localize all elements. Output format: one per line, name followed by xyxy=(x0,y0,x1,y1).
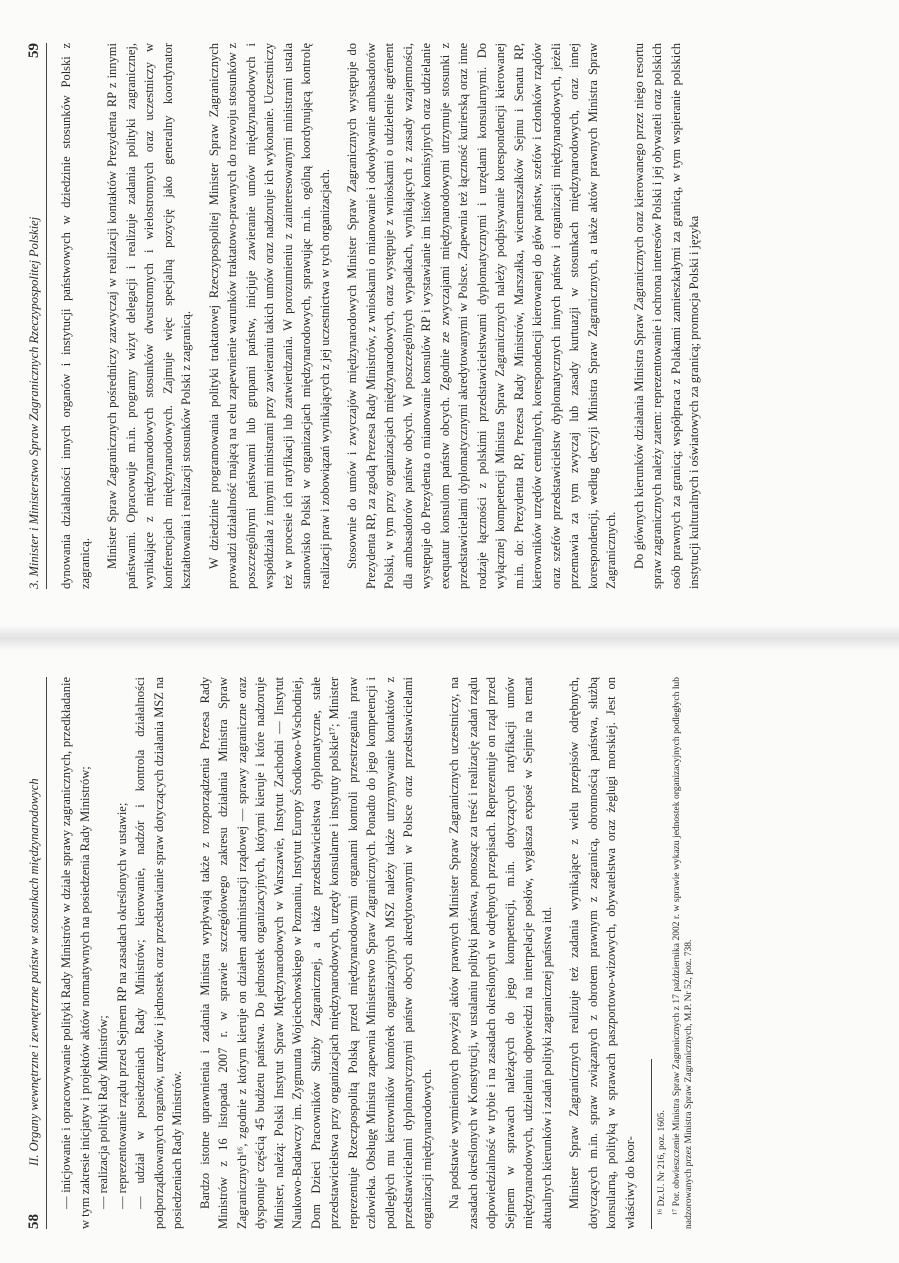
right-running-head-title: 3. Minister i Ministerstwo Spraw Zagranicznych Rzeczypospolitej Polskiej xyxy=(27,216,41,589)
left-page-number: 58 xyxy=(26,1214,42,1229)
footnote: ¹⁷ Por. obwieszczenie Ministra Spraw Zagranicznych z 17 października 2002 r. w sprawie wykazu jednostek organizacyjnych podległych lub nadzorowanych przez Ministra Spraw Zagranicznych, M.P. Nr 52, poz. 738. xyxy=(671,677,694,1229)
left-paragraph: — reprezentowanie rządu przed Sejmem RP na zasadach określonych w ustawie; xyxy=(114,802,129,1209)
right-paragraph: Stosownie do umów i zwyczajów międzynarodowych Minister Spraw Zagranicznych występuje do Prezydenta RP, za zgodą Prezesa Rady Ministrów, z wnioskami o mianowanie i odwoływanie ambasadorów Polski, w tym przy organizacjach międzynarodowych, oraz występuje z wnioskami o udzielenie agrément dla ambasadorów państw obcych. W poszczególnych wypadkach, wynikających z zasady wzajemności, występuje do Prezydenta o mianowanie konsulów RP i wystawianie im listów komisyjnych oraz udzielanie exequatur konsulom państw obcych. Zgodnie ze zwyczajami międzynarodowymi utrzymuje stosunki z przedstawicielami dyplomatycznymi akredytowanymi w Polsce. Zapewnia też łączność kurierską oraz inne rodzaje łączności z polskimi przedstawicielstwami dyplomatycznymi i urzędami konsularnymi. Do wyłącznej kompetencji Ministra Spraw Zagranicznych należy podpisywanie korespondencji kierowanej m.in. do: Prezydenta RP, Prezesa Rady Ministrów, Marszałka, wicemarszałków Sejmu i Senatu RP, kierowników urzędów centralnych, korespondencji kierowanej do głów państw, szefów i członków rządów oraz szefów przedstawicielstw dyplomatycznych innych państw i organizacji międzynarodowych, jeżeli przemawia za tym zwyczaj lub zasady kurtuazji w stosunkach międzynarodowych, oraz innej korespondencji, według decyzji Ministra Spraw Zagranicznych, a także aktów prawnych Ministra Spraw Zagranicznych. xyxy=(345,43,618,589)
left-paragraph: Na podstawie wymienionych powyżej aktów prawnych Minister Spraw Zagranicznych uczestniczy, na zasadach określonych w Konstytucji, w ustalaniu polityki państwa, ponosząc za treść i realizację zadań rządu odpowiedzialność w trybie i na zasadach określonych w odrębnych przepisach. Reprezentuje on rząd przed Sejmem w sprawach należących do jego kompetencji, m.in. dotyczących ratyfikacji umów międzynarodowych, udzielaniu odpowiedzi na interpelacje posłów, wygłasza exposé w Sejmie na temat aktualnych kierunków i zadań polityki zagranicznej państwa itd. xyxy=(447,677,554,1229)
right-running-head xyxy=(26,43,47,589)
right-paragraph: W dziedzinie programowania polityki traktatowej Rzeczypospolitej Minister Spraw Zagranicznych prowadzi działalność mającą na celu zapewnienie warunków traktatowo-prawnych do rozwoju stosunków z poszczególnymi państwami lub grupami państw, inicjuje zawieranie umów międzynarodowych i współdziała z innymi ministrami przy zawieraniu takich umów oraz nadzoruje ich wykonanie. Uczestniczy też w procesie ich ratyfikacji lub zatwierdzania. W porozumieniu z zainteresowanymi ministrami ustala stanowisko Polski w organizacjach międzynarodowych, sprawując m.in. ogólną koordynującą kontrolę realizacji praw i zobowiązań wynikających z jej uczestnictwa w tych organizacjach. xyxy=(206,43,332,589)
right-page-number: 59 xyxy=(26,43,42,58)
right-page-body xyxy=(57,43,704,589)
right-paragraph: dynowania działalności innych organów i instytucji państwowych w dziedzinie stosunków Polski z zagranicą. xyxy=(59,43,92,589)
left-paragraph: — realizacja polityki Rady Ministrów; xyxy=(96,1015,110,1209)
footnote: ¹⁶ Dz.U. Nr 216, poz. 1605. xyxy=(657,1110,667,1215)
left-paragraph: — udział w posiedzeniach Rady Ministrów; kierowanie, nadzór i kontrola działalności podporządkowanych organów, urzędów i jednostek oraz przedstawianie spraw dotyczących działania MSZ na posiedzeniach Rady Ministrów. xyxy=(133,677,184,1229)
footnotes xyxy=(656,677,696,1229)
book-gutter-shadow xyxy=(0,625,899,651)
left-paragraph: Bardzo istotne uprawnienia i zadania Ministra wypływają także z rozporządzenia Prezesa Rady Ministrów z 16 listopada 2007 r. w sprawie szczegółowego zakresu działania Ministra Spraw Zagranicznych¹⁶, zgodnie z którym kieruje on działem administracji rządowej — sprawy zagraniczne oraz dysponuje częścią 45 budżetu państwa. Do jednostek organizacyjnych, którymi kieruje i które nadzoruje Minister, należą: Polski Instytut Spraw Międzynarodowych w Warszawie, Instytut Zachodni — Instytut Naukowo-Badawczy im. Zygmunta Wojciechowskiego w Poznaniu, Instytut Europy Środkowo-Wschodniej, Dom Dzieci Pracowników Służby Zagranicznej, a także przedstawicielstwa dyplomatyczne, stałe przedstawicielstwa przy organizacjach międzynarodowych, urzędy konsularne i instytuty polskie¹⁷; Minister reprezentuje Rzeczpospolitą Polską przed międzynarodowymi organami kontroli przestrzegania praw człowieka. Obsługę Ministra zapewnia Ministerstwo Spraw Zagranicznych. Ponadto do jego kompetencji i podległych mu kierowników komórek organizacyjnych MSZ należy także utrzymywanie kontaktów z przedstawicielami dyplomatycznymi państw obcych akredytowanymi w Polsce oraz przedstawicielami organizacji międzynarodowych. xyxy=(197,677,434,1229)
left-paragraph: — inicjowanie i opracowywanie polityki Rady Ministrów w dziale sprawy zagranicznych, przedkładanie w tym zakresie inicjatyw i projektów aktów normatywnych na posiedzenia Rady Ministrów; xyxy=(59,677,92,1229)
right-page xyxy=(0,13,899,623)
left-page-body xyxy=(57,677,639,1229)
left-page xyxy=(0,653,899,1263)
left-paragraph: Minister Spraw Zagranicznych realizuje też zadania wynikające z wielu przepisów odrębnych, dotyczących m.in. spraw związanych z obrotem prawnym z zagranicą, obronnością państwa, służbą konsularną, polityką w sprawach paszportowo-wizowych, obywatelstwa oraz żeglugi morskiej. Jest on właściwy do koor- xyxy=(567,677,637,1229)
right-paragraph: Minister Spraw Zagranicznych pośredniczy zazwyczaj w realizacji kontaktów Prezydenta RP z innymi państwami. Opracowuje m.in. programy wizyt delegacji i realizuje zadania polityki zagranicznej, wynikające z międzynarodowych stosunków dwustronnych i wielostronnych oraz uczestniczy w konferencjach międzynarodowych. Zajmuje więc specjalną pozycję jako generalny koordynator kształtowania i realizacji stosunków Polski z zagranicą. xyxy=(105,43,193,589)
right-paragraph: Do głównych kierunków działania Ministra Spraw Zagranicznych oraz kierowanego przez niego resortu spraw zagranicznych należy zatem: reprezentowanie i ochrona interesów Polski i jej obywateli oraz polskich osób prawnych za granicą; współpraca z Polakami zamieszkałymi za granicą, w tym wspieranie polskich instytucji kulturalnych i oświatowych za granicą; promocja Polski i języka xyxy=(631,43,701,589)
left-running-head xyxy=(26,677,47,1229)
left-running-head-title: II. Organy wewnętrzne i zewnętrzne państw w stosunkach międzynarodowych xyxy=(27,778,41,1166)
